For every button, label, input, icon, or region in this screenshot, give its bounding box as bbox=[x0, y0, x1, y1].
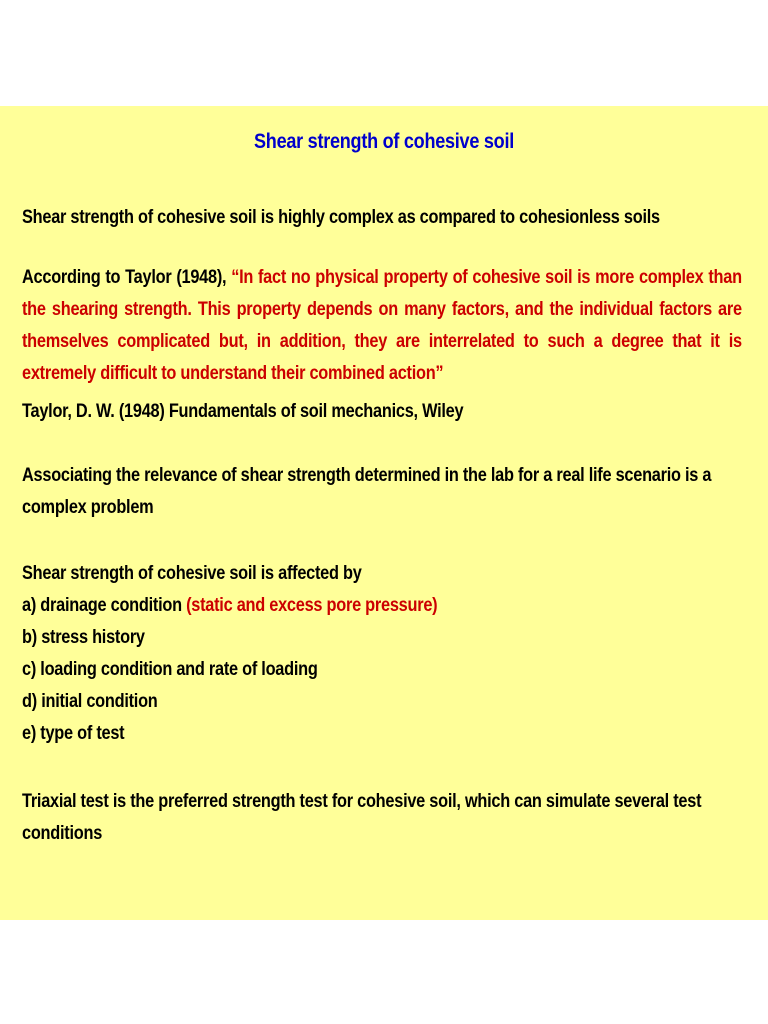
list-item-b: b) stress history bbox=[22, 627, 145, 648]
taylor-paragraph bbox=[22, 262, 742, 390]
list-item-c: c) loading condition and rate of loading bbox=[22, 659, 318, 680]
slide bbox=[0, 106, 768, 920]
list-item-a-text: a) drainage condition bbox=[22, 595, 187, 616]
list-item-e: e) type of test bbox=[22, 723, 125, 744]
taylor-reference: Taylor, D. W. (1948) Fundamentals of soil mechanics, Wiley bbox=[22, 401, 464, 422]
list-item-a bbox=[22, 590, 742, 622]
slide-title: Shear strength of cohesive soil bbox=[254, 130, 514, 153]
list-item-a-note: (static and excess pore pressure) bbox=[186, 595, 438, 616]
affected-list bbox=[22, 558, 742, 750]
list-item-d: d) initial condition bbox=[22, 691, 158, 712]
taylor-lead: According to Taylor (1948), bbox=[22, 267, 232, 288]
associating-paragraph: Associating the relevance of shear strength determined in the lab for a real life scenario is a complex problem bbox=[22, 465, 712, 518]
taylor-quote: “In fact no physical property of cohesive soil is more complex than the shearing strength. This property depends on many factors, and the individual factors are themselves complicated but, in addition, they are interrelated to such a degree that it is extremely difficult to understand their combined action” bbox=[22, 267, 742, 384]
triaxial-paragraph: Triaxial test is the preferred strength test for cohesive soil, which can simulate several test conditions bbox=[22, 791, 702, 844]
affected-heading: Shear strength of cohesive soil is affected by bbox=[22, 563, 362, 584]
intro-paragraph: Shear strength of cohesive soil is highly complex as compared to cohesionless soils bbox=[22, 207, 660, 228]
